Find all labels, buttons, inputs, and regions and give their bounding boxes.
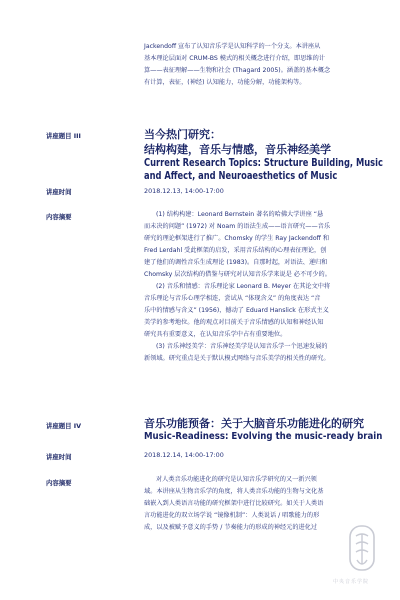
lecture3-title-cn-2: 结构构建，音乐与情感，音乐神经美学 bbox=[144, 143, 331, 156]
lecture4-time-value: 2018.12.14, 14:00-17:00 bbox=[144, 451, 224, 459]
summary-line: 建了他们的调性音乐生成理论 (1983)。自那时起，对语法、递归和 bbox=[144, 259, 328, 266]
lecture4-summary-label: 内容摘要 bbox=[46, 479, 72, 487]
summary-line: 域。本讲座从生物音乐学的角度，将人类音乐功能的生物与文化基 bbox=[144, 488, 324, 495]
lecture4-time-label: 讲座时间 bbox=[46, 453, 72, 461]
intro-line: 有计算，表征，(神经) 认知能力，功能分解，功能架构等。 bbox=[144, 79, 306, 86]
summary-line: Fred Lerdahl 受此框架的启发，采用音乐结构的心理表征理论，创 bbox=[144, 247, 327, 254]
summary-line: 础嵌入到人类语言功能的研究框架中进行比较研究。如关于人类语 bbox=[144, 500, 324, 507]
lecture3-time-label: 讲座时间 bbox=[46, 188, 72, 196]
intro-line: 算——表征理解——生物和社会 (Thagard 2005)。涵盖的基本概念 bbox=[144, 67, 331, 74]
intro-line: 基本理论层面对 CRUM-BS 模式的相关概念进行介绍，即思维的计 bbox=[144, 55, 325, 62]
summary-line: (2) 音乐和情感：音乐理论家 Leonard B. Meyer 在其论文中将 bbox=[156, 283, 331, 290]
lecture3-title-cn-1: 当今热门研究： bbox=[144, 128, 221, 141]
lecture4-summary bbox=[144, 474, 372, 534]
summary-line: 言功能进化的双立场学说 “镜像机制”：人类说话 / 唱歌能力的形 bbox=[144, 512, 320, 519]
intro-paragraph bbox=[144, 41, 369, 89]
summary-line: Chomsky 层次结构的借鉴与研究对认知音乐学来说是 必不可少的。 bbox=[144, 271, 331, 278]
summary-line: 对人类音乐功能进化的研究是认知音乐学研究的又一新兴领 bbox=[156, 476, 317, 483]
lecture4-title-en: Music-Readiness: Evolving the music-ready brain bbox=[144, 431, 383, 442]
summary-line: 成，以及被赋予意义的手势 / 节奏能力的形成的神经元的进化过 bbox=[144, 524, 318, 531]
intro-line: Jackendoff 宣布了认知音乐学是认知科学的一个分支。本讲座从 bbox=[144, 43, 321, 50]
lecture3-topic-label: 讲座题目 III bbox=[46, 132, 81, 140]
lecture3-title-en-2: and Affect, and Neuroaesthetics of Music bbox=[144, 170, 338, 182]
summary-line: 研究的理论框架进行了推广。Chomsky 的学生 Ray Jackendoff 和 bbox=[144, 235, 330, 242]
lecture4-title bbox=[144, 416, 384, 442]
lecture4-title-cn: 音乐功能预备：关于大脑音乐功能进化的研究 bbox=[144, 417, 364, 430]
lecture4-topic-label: 讲座题目 IV bbox=[46, 422, 82, 430]
summary-line: 音乐理论与音乐心理学相连，尝试从 “体现含义” 的角度表达 “音 bbox=[144, 295, 321, 302]
summary-line: 新领域。研究重点是关于默认模式网络与音乐美学的相关性的研究。 bbox=[144, 355, 330, 362]
lecture3-title-en-1: Current Research Topics: Structure Building, Music bbox=[144, 157, 383, 169]
summary-line: 而未决的问题” (1972) 对 Noam 的语法生成——语言研究——音乐 bbox=[144, 223, 331, 230]
summary-line: (3) 音乐神经美学：音乐神经美学是认知音乐学一个迅速发展的 bbox=[156, 343, 328, 350]
logo-caption: 中央音乐学院 bbox=[333, 579, 370, 585]
lecture3-title bbox=[144, 127, 384, 183]
lecture3-time-value: 2018.12.13, 14:00-17:00 bbox=[144, 187, 224, 195]
summary-line: (1) 结构构建：Leonard Bernstein 著名的哈佛大学讲座 “悬 bbox=[156, 211, 324, 218]
lecture3-summary bbox=[144, 209, 372, 365]
summary-line: 乐中的情感与含义” (1956)，撼动了 Eduard Hanslick 在形式主义 bbox=[144, 307, 329, 314]
summary-line: 研究具有重要意义，在认知音乐学中占有重要地位。 bbox=[144, 331, 287, 338]
summary-line: 美学的参考地位。他的观点对目前关于音乐情感的认知和神经认知 bbox=[144, 319, 324, 326]
lecture3-summary-label: 内容摘要 bbox=[46, 213, 72, 221]
